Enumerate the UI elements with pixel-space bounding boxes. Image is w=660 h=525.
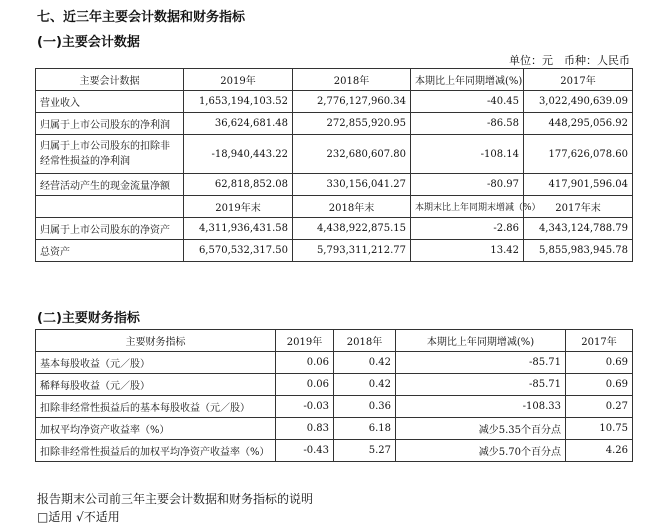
value-cell: -108.33 xyxy=(396,396,566,418)
value-cell: 0.69 xyxy=(566,374,633,396)
header-cell xyxy=(36,196,184,218)
value-cell: -108.14 xyxy=(411,135,524,174)
table-row xyxy=(36,113,633,135)
value-cell: 0.83 xyxy=(276,418,334,440)
value-cell: 4,311,936,431.58 xyxy=(184,218,293,240)
row-label: 归属于上市公司股东的净资产 xyxy=(36,218,184,240)
value-cell: 6.18 xyxy=(334,418,396,440)
financial-indicators-table xyxy=(35,329,633,462)
value-cell: -18,940,443.22 xyxy=(184,135,293,174)
value-cell: 0.06 xyxy=(276,352,334,374)
header-cell: 2018年 xyxy=(334,330,396,352)
value-cell: 5,793,311,212.77 xyxy=(293,240,411,262)
value-cell: 13.42 xyxy=(411,240,524,262)
subsection-title-financial-indicators: (二)主要财务指标 xyxy=(37,311,140,326)
row-label: 归属于上市公司股东的扣除非经常性损益的净利润 xyxy=(36,135,184,174)
table-subheader-row xyxy=(36,196,633,218)
row-label: 营业收入 xyxy=(36,91,184,113)
header-cell: 2019年 xyxy=(276,330,334,352)
value-cell: 6,570,532,317.50 xyxy=(184,240,293,262)
header-cell: 2019年末 xyxy=(184,196,293,218)
row-label: 经营活动产生的现金流量净额 xyxy=(36,174,184,196)
value-cell: -40.45 xyxy=(411,91,524,113)
table-row xyxy=(36,218,633,240)
value-cell: 232,680,607.80 xyxy=(293,135,411,174)
table-row xyxy=(36,352,633,374)
value-cell: 417,901,596.04 xyxy=(524,174,633,196)
value-cell: -2.86 xyxy=(411,218,524,240)
table-row xyxy=(36,418,633,440)
table-row xyxy=(36,135,633,174)
table-row xyxy=(36,396,633,418)
header-cell: 2017年 xyxy=(524,69,633,91)
table-header-row xyxy=(36,69,633,91)
header-cell: 本期末比上年同期末增减（%） xyxy=(411,196,524,218)
value-cell: 0.27 xyxy=(566,396,633,418)
value-cell: 10.75 xyxy=(566,418,633,440)
row-label: 加权平均净资产收益率（%） xyxy=(36,418,276,440)
value-cell: 4.26 xyxy=(566,440,633,462)
value-cell: -80.97 xyxy=(411,174,524,196)
value-cell: 2,776,127,960.34 xyxy=(293,91,411,113)
header-cell: 本期比上年同期增减(%) xyxy=(411,69,524,91)
value-cell: 448,295,056.92 xyxy=(524,113,633,135)
value-cell: 0.42 xyxy=(334,352,396,374)
accounting-data-table xyxy=(35,68,633,262)
table-row xyxy=(36,440,633,462)
footer-note: 报告期末公司前三年主要会计数据和财务指标的说明 xyxy=(37,492,314,506)
value-cell: 0.36 xyxy=(334,396,396,418)
value-cell: 330,156,041.27 xyxy=(293,174,411,196)
header-cell: 主要财务指标 xyxy=(36,330,276,352)
row-label: 扣除非经常性损益后的加权平均净资产收益率（%） xyxy=(36,440,276,462)
value-cell: 272,855,920.95 xyxy=(293,113,411,135)
value-cell: -85.71 xyxy=(396,374,566,396)
value-cell: 177,626,078.60 xyxy=(524,135,633,174)
value-cell: -0.43 xyxy=(276,440,334,462)
footer-applicability-note: □适用 √不适用 xyxy=(37,510,120,524)
table-row xyxy=(36,91,633,113)
header-cell: 2018年 xyxy=(293,69,411,91)
row-label: 稀释每股收益（元／股） xyxy=(36,374,276,396)
value-cell: 62,818,852.08 xyxy=(184,174,293,196)
table-row xyxy=(36,174,633,196)
row-label: 基本每股收益（元／股） xyxy=(36,352,276,374)
header-cell: 2019年 xyxy=(184,69,293,91)
value-cell: -85.71 xyxy=(396,352,566,374)
subsection-title-accounting-data: (一)主要会计数据 xyxy=(37,35,140,50)
row-label: 归属于上市公司股东的净利润 xyxy=(36,113,184,135)
table-row xyxy=(36,374,633,396)
value-cell: 36,624,681.48 xyxy=(184,113,293,135)
table-row xyxy=(36,240,633,262)
header-cell: 2017年末 xyxy=(524,196,633,218)
header-cell: 2017年 xyxy=(566,330,633,352)
row-label: 总资产 xyxy=(36,240,184,262)
value-cell: 5,855,983,945.78 xyxy=(524,240,633,262)
value-cell: 0.06 xyxy=(276,374,334,396)
section-title: 七、近三年主要会计数据和财务指标 xyxy=(37,10,246,25)
value-cell: 减少5.35个百分点 xyxy=(396,418,566,440)
value-cell: 5.27 xyxy=(334,440,396,462)
header-cell: 主要会计数据 xyxy=(36,69,184,91)
value-cell: -86.58 xyxy=(411,113,524,135)
unit-currency-note: 单位：元 币种：人民币 xyxy=(509,54,630,67)
value-cell: 3,022,490,639.09 xyxy=(524,91,633,113)
value-cell: 减少5.70个百分点 xyxy=(396,440,566,462)
value-cell: 1,653,194,103.52 xyxy=(184,91,293,113)
value-cell: 4,343,124,788.79 xyxy=(524,218,633,240)
header-cell: 2018年末 xyxy=(293,196,411,218)
row-label: 扣除非经常性损益后的基本每股收益（元／股） xyxy=(36,396,276,418)
value-cell: -0.03 xyxy=(276,396,334,418)
value-cell: 0.69 xyxy=(566,352,633,374)
header-cell: 本期比上年同期增减(%) xyxy=(396,330,566,352)
table-header-row xyxy=(36,330,633,352)
value-cell: 0.42 xyxy=(334,374,396,396)
value-cell: 4,438,922,875.15 xyxy=(293,218,411,240)
